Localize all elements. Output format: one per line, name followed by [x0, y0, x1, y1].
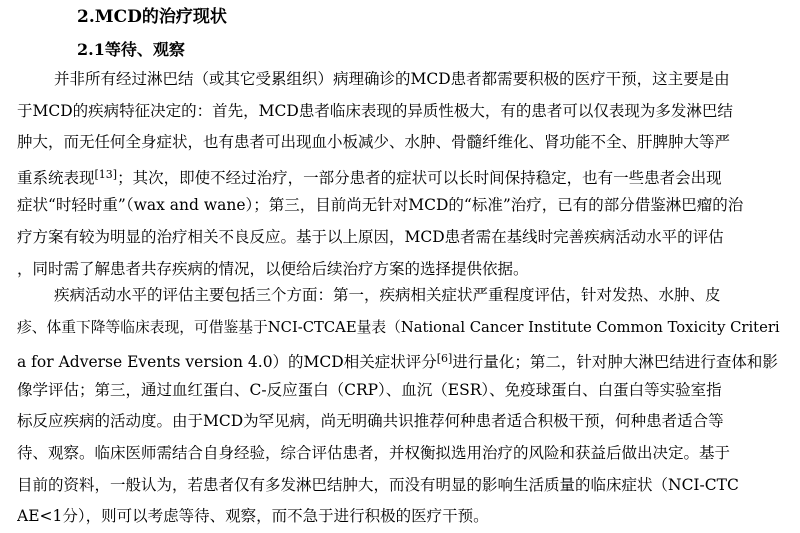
citation-13: [13] [94, 167, 118, 181]
section-heading: 2.MCD的治疗现状 [77, 7, 227, 27]
paragraph-1 [17, 64, 787, 285]
text-segment: a for Adverse Events version 4.0）的MCD相关症状评分 [17, 353, 437, 372]
paragraph-1-line: 肿大，而无任何全身症状，也有患者可出现血小板减少、水肿、骨髓纤维化、肾功能不全、肝脾肿大等严 [17, 133, 731, 152]
paragraph-2-line: 标反应疾病的活动度。由于MCD为罕见病，尚无明确共识推荐何种患者适合积极干预，何种患者适合等 [17, 412, 724, 431]
paragraph-2-line: AE<1分），则可以考虑等待、观察，而不急于进行积极的医疗干预。 [17, 507, 489, 526]
subsection-heading: 2.1等待、观察 [77, 40, 185, 59]
paragraph-2-line: 疾病活动水平的评估主要包括三个方面：第一，疾病相关症状严重程度评估，针对发热、水肿、皮 [54, 286, 721, 304]
paragraph-1-line-with-citation [17, 159, 787, 191]
paragraph-2-line: 疹、体重下降等临床表现，可借鉴基于NCI-CTCAE量表（National Cancer Institute Common Toxicity Criteri [17, 318, 780, 336]
paragraph-2-line: 待、观察。临床医师需结合自身经验，综合评估患者，并权衡拟选用治疗的风险和获益后做出决定。基于 [17, 443, 731, 462]
paragraph-1-line: 疗方案有较为明显的治疗相关不良反应。基于以上原因，MCD患者需在基线时完善疾病活动水平的评估 [17, 227, 724, 246]
paragraph-2 [17, 280, 787, 533]
paragraph-1-line: 于MCD的疾病特征决定的：首先，MCD患者临床表现的异质性极大，有的患者可以仅表现为多发淋巴结 [17, 101, 733, 120]
text-segment: 重系统表现 [17, 168, 95, 187]
paragraph-2-line: 目前的资料，一般认为，若患者仅有多发淋巴结肿大，而没有明显的影响生活质量的临床症状（NCI-CTC [17, 475, 739, 494]
paragraph-1-line: 并非所有经过淋巴结（或其它受累组织）病理确诊的MCD患者都需要积极的医疗干预，这主要是由 [54, 70, 730, 88]
paragraph-2-line: 像学评估；第三，通过血红蛋白、C-反应蛋白（CRP）、血沉（ESR）、免疫球蛋白、白蛋白等实验室指 [17, 380, 722, 399]
text-segment: ；其次，即使不经过治疗，一部分患者的症状可以长时间保持稳定，也有一些患者会出现 [117, 168, 722, 187]
paragraph-2-line-with-citation [17, 343, 787, 375]
citation-6: [6] [436, 352, 453, 366]
paragraph-1-line: 症状“时轻时重”（wax and wane）；第三，目前尚无针对MCD的“标准”治疗，已有的部分借鉴淋巴瘤的治 [17, 196, 744, 215]
paragraph-1-line: ，同时需了解患者共存疾病的情况，以便给后续治疗方案的选择提供依据。 [17, 259, 529, 278]
text-segment: 进行量化；第二，针对肿大淋巴结进行查体和影 [452, 353, 778, 372]
